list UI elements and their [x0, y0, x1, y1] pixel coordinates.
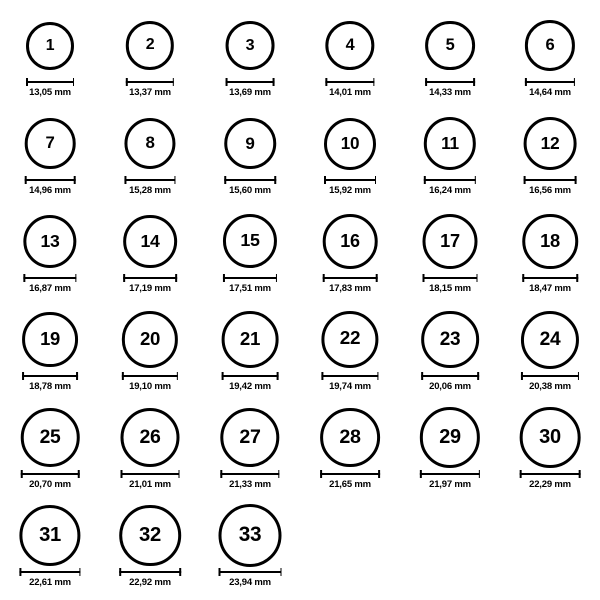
measure-line: [524, 179, 577, 181]
ring-size-cell: [100, 400, 200, 498]
measure-line: [223, 277, 277, 279]
diameter-label: 16,56 mm: [529, 185, 571, 196]
ring-size-number: 20: [139, 328, 161, 350]
ring-size-cell: [400, 204, 500, 302]
diameter-measure-bar: [423, 274, 478, 282]
diameter-label: 21,97 mm: [429, 479, 471, 490]
measure-line: [21, 473, 80, 475]
diameter-label: 14,96 mm: [29, 185, 71, 196]
diameter-measure-bar: [321, 372, 378, 380]
ring-size-grid: [0, 8, 600, 596]
ring-circle: [320, 408, 380, 468]
measure-tick-right: [174, 176, 176, 184]
diameter-label: 20,70 mm: [29, 479, 71, 490]
diameter-label: 13,69 mm: [229, 87, 271, 98]
ring-size-number: 2: [145, 36, 155, 54]
diameter-measure-bar: [123, 274, 177, 282]
measure-tick-left: [421, 372, 423, 380]
measure-tick-right: [75, 274, 77, 282]
measure-tick-left: [425, 78, 427, 86]
measure-tick-right: [475, 176, 477, 184]
ring-circle: [25, 118, 76, 169]
ring-circle: [122, 311, 178, 367]
ring-size-cell: [400, 302, 500, 400]
diameter-label: 21,33 mm: [229, 479, 271, 490]
diameter-measure-bar: [124, 176, 175, 184]
measure-tick-right: [173, 78, 175, 86]
ring-size-cell: [200, 498, 300, 596]
measure-line: [320, 473, 380, 475]
ring-size-number: 10: [340, 133, 360, 153]
measure-line: [124, 179, 175, 181]
diameter-measure-bar: [522, 274, 578, 282]
ring-circle: [219, 504, 282, 567]
ring-size-cell: [100, 498, 200, 596]
measure-tick-right: [74, 176, 76, 184]
ring-size-cell: [200, 302, 300, 400]
measure-line: [420, 473, 480, 475]
measure-tick-left: [22, 372, 24, 380]
diameter-measure-bar: [222, 372, 279, 380]
diameter-label: 19,10 mm: [129, 381, 171, 392]
measure-line: [219, 571, 282, 573]
measure-tick-right: [578, 372, 580, 380]
ring-circle: [124, 118, 175, 169]
ring-size-cell: [200, 106, 300, 204]
ring-size-number: 33: [238, 523, 262, 547]
measure-tick-left: [219, 568, 221, 576]
ring-size-cell: [200, 204, 300, 302]
measure-tick-left: [23, 274, 25, 282]
measure-line: [424, 179, 476, 181]
measure-tick-right: [79, 568, 81, 576]
diameter-measure-bar: [320, 470, 380, 478]
diameter-measure-bar: [224, 176, 276, 184]
ring-size-number: 15: [240, 230, 260, 251]
ring-circle: [220, 408, 279, 467]
ring-size-number: 5: [445, 36, 455, 55]
measure-line: [126, 81, 174, 83]
measure-tick-left: [520, 470, 522, 478]
ring-circle: [222, 311, 279, 368]
measure-line: [324, 179, 376, 181]
diameter-label: 22,29 mm: [529, 479, 571, 490]
measure-tick-right: [175, 274, 177, 282]
measure-line: [323, 277, 378, 279]
measure-line: [23, 277, 76, 279]
measure-tick-right: [375, 176, 377, 184]
measure-tick-left: [320, 470, 322, 478]
diameter-measure-bar: [19, 568, 80, 576]
ring-circle: [423, 214, 478, 269]
measure-line: [321, 375, 378, 377]
measure-tick-left: [223, 274, 225, 282]
ring-size-cell: [400, 8, 500, 106]
ring-size-number: 12: [540, 132, 560, 153]
diameter-measure-bar: [223, 274, 277, 282]
ring-size-number: 18: [540, 230, 560, 252]
diameter-measure-bar: [22, 372, 78, 380]
ring-size-cell: [400, 400, 500, 498]
diameter-measure-bar: [424, 176, 476, 184]
measure-tick-right: [377, 372, 379, 380]
ring-circle: [126, 21, 174, 69]
ring-size-cell: [200, 400, 300, 498]
measure-tick-left: [321, 372, 323, 380]
ring-size-cell: [300, 8, 400, 106]
diameter-label: 14,33 mm: [429, 87, 471, 98]
ring-circle: [324, 118, 376, 170]
measure-tick-right: [579, 470, 581, 478]
diameter-measure-bar: [26, 78, 74, 86]
ring-circle: [325, 21, 374, 70]
ring-size-number: 23: [439, 329, 461, 351]
measure-tick-left: [126, 78, 128, 86]
measure-line: [222, 375, 279, 377]
ring-size-cell: [0, 8, 100, 106]
ring-size-number: 29: [439, 425, 461, 448]
measure-tick-right: [274, 176, 276, 184]
measure-tick-left: [25, 176, 27, 184]
diameter-label: 18,78 mm: [29, 381, 71, 392]
ring-size-cell: [0, 106, 100, 204]
ring-size-number: 24: [539, 328, 561, 350]
measure-line: [19, 571, 80, 573]
measure-tick-left: [224, 176, 226, 184]
ring-circle: [226, 21, 275, 70]
diameter-label: 17,83 mm: [329, 283, 371, 294]
measure-tick-right: [78, 470, 80, 478]
measure-tick-left: [325, 78, 327, 86]
diameter-label: 16,87 mm: [29, 283, 71, 294]
diameter-measure-bar: [126, 78, 174, 86]
measure-tick-left: [124, 176, 126, 184]
measure-line: [520, 473, 581, 475]
ring-size-cell: [100, 204, 200, 302]
ring-size-number: 8: [145, 133, 155, 153]
ring-size-cell: [500, 204, 600, 302]
measure-tick-left: [123, 274, 125, 282]
ring-size-number: 26: [139, 425, 161, 448]
ring-size-cell: [100, 302, 200, 400]
ring-size-cell: [500, 302, 600, 400]
measure-tick-left: [525, 78, 527, 86]
measure-line: [522, 277, 578, 279]
diameter-measure-bar: [121, 470, 180, 478]
diameter-measure-bar: [226, 78, 275, 86]
diameter-label: 19,74 mm: [329, 381, 371, 392]
measure-line: [122, 375, 178, 377]
ring-size-cell: [300, 400, 400, 498]
measure-tick-left: [222, 372, 224, 380]
ring-size-cell: [400, 106, 500, 204]
diameter-measure-bar: [421, 372, 479, 380]
measure-tick-left: [26, 78, 28, 86]
measure-line: [26, 81, 74, 83]
ring-circle: [521, 311, 579, 369]
ring-size-number: 1: [45, 36, 55, 54]
diameter-measure-bar: [325, 78, 374, 86]
ring-size-number: 7: [45, 133, 55, 153]
ring-size-number: 17: [440, 231, 460, 252]
measure-tick-right: [576, 274, 578, 282]
ring-circle: [425, 21, 475, 71]
measure-tick-right: [277, 372, 279, 380]
measure-line: [22, 375, 78, 377]
ring-size-number: 30: [539, 426, 561, 449]
diameter-label: 14,64 mm: [529, 87, 571, 98]
ring-size-cell: [500, 106, 600, 204]
ring-circle: [522, 214, 578, 270]
diameter-measure-bar: [220, 470, 279, 478]
measure-tick-left: [19, 568, 21, 576]
ring-size-number: 14: [140, 230, 160, 251]
diameter-measure-bar: [219, 568, 282, 576]
ring-size-cell: [100, 8, 200, 106]
ring-circle: [22, 312, 78, 368]
diameter-label: 21,01 mm: [129, 479, 171, 490]
measure-line: [421, 375, 479, 377]
measure-line: [25, 179, 76, 181]
ring-size-number: 11: [441, 132, 459, 153]
ring-size-cell: [0, 302, 100, 400]
diameter-label: 15,60 mm: [229, 185, 271, 196]
measure-tick-left: [522, 274, 524, 282]
ring-size-cell: [300, 302, 400, 400]
diameter-label: 23,94 mm: [229, 577, 271, 588]
ring-circle: [23, 215, 76, 268]
ring-size-cell: [500, 8, 600, 106]
diameter-measure-bar: [520, 470, 581, 478]
measure-tick-left: [220, 470, 222, 478]
measure-tick-left: [122, 372, 124, 380]
diameter-measure-bar: [21, 470, 80, 478]
diameter-measure-bar: [23, 274, 76, 282]
diameter-measure-bar: [525, 78, 575, 86]
ring-circle: [19, 505, 80, 566]
diameter-measure-bar: [420, 470, 480, 478]
diameter-label: 14,01 mm: [329, 87, 371, 98]
ring-circle: [520, 407, 581, 468]
ring-size-number: 9: [245, 133, 255, 153]
ring-circle: [223, 214, 277, 268]
diameter-label: 18,47 mm: [529, 283, 571, 294]
measure-tick-right: [76, 372, 78, 380]
ring-size-number: 32: [139, 524, 161, 547]
diameter-measure-bar: [122, 372, 178, 380]
ring-size-cell: [100, 106, 200, 204]
measure-line: [521, 375, 579, 377]
ring-size-cell: [0, 498, 100, 596]
measure-tick-right: [278, 470, 280, 478]
ring-circle: [524, 117, 577, 170]
ring-size-cell: [300, 106, 400, 204]
diameter-measure-bar: [324, 176, 376, 184]
diameter-label: 18,15 mm: [429, 283, 471, 294]
ring-circle: [119, 505, 181, 567]
diameter-label: 17,51 mm: [229, 283, 271, 294]
measure-line: [525, 81, 575, 83]
ring-size-cell: [0, 400, 100, 498]
measure-tick-left: [226, 78, 228, 86]
ring-size-number: 21: [239, 328, 261, 350]
diameter-label: 21,65 mm: [329, 479, 371, 490]
diameter-label: 16,24 mm: [429, 185, 471, 196]
ring-size-number: 25: [39, 426, 61, 448]
ring-size-cell: [300, 204, 400, 302]
diameter-label: 20,38 mm: [529, 381, 571, 392]
measure-tick-right: [476, 274, 478, 282]
ring-circle: [424, 117, 476, 169]
diameter-measure-bar: [521, 372, 579, 380]
measure-line: [121, 473, 180, 475]
ring-circle: [420, 407, 480, 467]
measure-line: [123, 277, 177, 279]
diameter-measure-bar: [323, 274, 378, 282]
ring-circle: [525, 20, 575, 70]
ring-circle: [323, 214, 378, 269]
measure-tick-right: [376, 274, 378, 282]
ring-size-number: 6: [545, 35, 555, 55]
measure-tick-left: [420, 470, 422, 478]
measure-tick-right: [574, 78, 576, 86]
measure-tick-left: [121, 470, 123, 478]
ring-size-number: 28: [339, 425, 361, 448]
ring-circle: [321, 311, 378, 368]
measure-tick-right: [273, 78, 275, 86]
measure-tick-right: [178, 470, 180, 478]
diameter-label: 15,28 mm: [129, 185, 171, 196]
ring-size-number: 4: [345, 36, 355, 55]
measure-line: [423, 277, 478, 279]
diameter-label: 19,42 mm: [229, 381, 271, 392]
ring-size-number: 22: [339, 328, 361, 350]
ring-size-number: 13: [40, 230, 60, 251]
diameter-label: 20,06 mm: [429, 381, 471, 392]
measure-tick-left: [323, 274, 325, 282]
ring-size-cell: [500, 400, 600, 498]
measure-line: [220, 473, 279, 475]
ring-circle: [21, 408, 80, 467]
measure-tick-left: [324, 176, 326, 184]
measure-tick-right: [73, 78, 75, 86]
diameter-label: 13,05 mm: [29, 87, 71, 98]
measure-tick-right: [473, 78, 475, 86]
ring-size-cell: [0, 204, 100, 302]
measure-tick-right: [373, 78, 375, 86]
measure-tick-left: [524, 176, 526, 184]
ring-size-number: 27: [239, 425, 261, 448]
diameter-measure-bar: [425, 78, 475, 86]
diameter-label: 22,61 mm: [29, 577, 71, 588]
measure-tick-left: [424, 176, 426, 184]
measure-tick-right: [179, 568, 181, 576]
measure-tick-left: [21, 470, 23, 478]
measure-tick-left: [119, 568, 121, 576]
diameter-label: 17,19 mm: [129, 283, 171, 294]
measure-tick-right: [575, 176, 577, 184]
measure-line: [119, 571, 181, 573]
measure-tick-left: [521, 372, 523, 380]
ring-size-number: 16: [340, 231, 360, 252]
measure-line: [226, 81, 275, 83]
diameter-measure-bar: [25, 176, 76, 184]
diameter-measure-bar: [119, 568, 181, 576]
measure-line: [325, 81, 374, 83]
measure-tick-right: [276, 274, 278, 282]
ring-size-number: 3: [245, 36, 255, 55]
measure-tick-left: [423, 274, 425, 282]
ring-circle: [421, 311, 479, 369]
ring-size-cell: [200, 8, 300, 106]
ring-circle: [121, 408, 180, 467]
diameter-measure-bar: [524, 176, 577, 184]
measure-tick-right: [378, 470, 380, 478]
measure-tick-right: [477, 372, 479, 380]
ring-circle: [123, 215, 177, 269]
diameter-label: 15,92 mm: [329, 185, 371, 196]
measure-line: [224, 179, 276, 181]
ring-circle: [26, 22, 74, 70]
measure-tick-right: [280, 568, 282, 576]
ring-circle: [224, 118, 276, 170]
measure-tick-right: [177, 372, 179, 380]
diameter-label: 22,92 mm: [129, 577, 171, 588]
measure-tick-right: [479, 470, 481, 478]
diameter-label: 13,37 mm: [129, 87, 171, 98]
measure-line: [425, 81, 475, 83]
ring-size-number: 19: [40, 328, 60, 350]
ring-size-number: 31: [39, 524, 61, 547]
